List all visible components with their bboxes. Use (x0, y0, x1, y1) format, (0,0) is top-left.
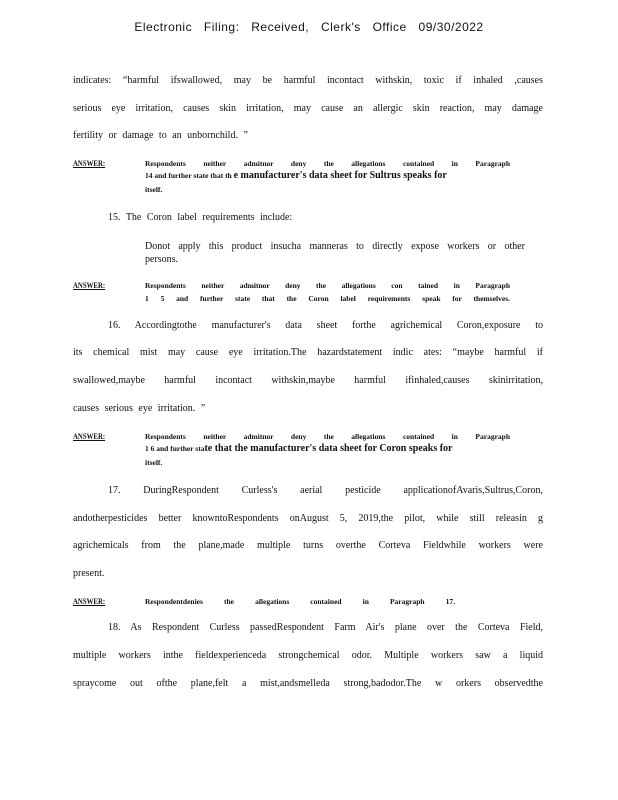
answer-text: itself. (145, 185, 163, 194)
paragraph-18-line: 18. As Respondent Curless passedRespondent Farm Air's plane over the Corteva Field, (108, 622, 543, 633)
answer-text-part: 1 6 and further sta (145, 444, 205, 453)
paragraph-18 (73, 622, 543, 633)
paragraph-17-line: 17. DuringRespondent Curless's aerial pesticide applicationofAvaris,Sultrus,Coron, (108, 485, 543, 496)
body-line: its chemical mist may cause eye irritation.The hazardstatement indic ates: “maybe harmful if (73, 347, 543, 358)
answer-text: Respondents neither admitnor deny the allegations contained in Paragraph (145, 159, 510, 168)
paragraph-17 (73, 485, 543, 496)
paragraph-16 (73, 320, 543, 331)
answer-text-emphasis: e manufacturer's data sheet for Sultrus speaks for (233, 170, 447, 181)
body-line: causes serious eye irritation. ” (73, 403, 206, 414)
paragraph-15: 15. The Coron label requirements include: (108, 212, 293, 223)
body-line: indicates: “harmful ifswallowed, may be harmful incontact withskin, toxic if inhaled ,causes (73, 75, 543, 86)
body-line: swallowed,maybe harmful incontact withskin,maybe harmful ifinhaled,causes skinirritation, (73, 375, 543, 386)
answer-text-emphasis: te that the manufacturer's data sheet for Coron speaks for (204, 443, 453, 454)
filing-header: Electronic Filing: Received, Clerk's Office 09/30/2022 (134, 20, 484, 34)
paragraph-16-line: 16. Accordingtothe manufacturer's data sheet forthe agrichemical Coron,exposure to (108, 320, 543, 331)
answer-label: ANSWER: (73, 159, 106, 168)
body-line: fertility or damage to an unbornchild. ” (73, 130, 248, 141)
answer-label: ANSWER: (73, 281, 106, 290)
answer-label: ANSWER: (73, 597, 106, 606)
answer-text: 1 5 and further state that the Coron label requirements speak for themselves. (145, 294, 510, 303)
answer-text (145, 170, 510, 181)
body-line: serious eye irritation, causes skin irritation, may cause an allergic skin reaction, may damage (73, 103, 543, 114)
answer-text: Respondents neither admitnor deny the allegations con tained in Paragraph (145, 281, 510, 290)
answer-text-part: 14 and further state that th (145, 171, 232, 180)
body-line: multiple workers inthe fieldexperienceda strongchemical odor. Multiple workers saw a liquid (73, 650, 543, 661)
body-line: present. (73, 568, 105, 579)
body-line: spraycome out ofthe plane,felt a mist,andsmelleda strong,badodor.The w orkers observedthe (73, 678, 543, 689)
answer-text: Respondents neither admitnor deny the allegations contained in Paragraph (145, 432, 510, 441)
block-quote: Donot apply this product insucha manneras to directly expose workers or other persons. (145, 241, 525, 265)
answer-label: ANSWER: (73, 432, 106, 441)
answer-text: itself. (145, 458, 163, 467)
body-line: agrichemicals from the plane,made multiple turns overthe Corteva Fieldwhile workers were (73, 540, 543, 551)
body-line: andotherpesticides better knowntoRespondents onAugust 5, 2019,the pilot, while still releasin g (73, 513, 543, 524)
answer-text (145, 443, 510, 454)
answer-text: Respondentdenies the allegations contained in Paragraph 17. (145, 597, 455, 606)
